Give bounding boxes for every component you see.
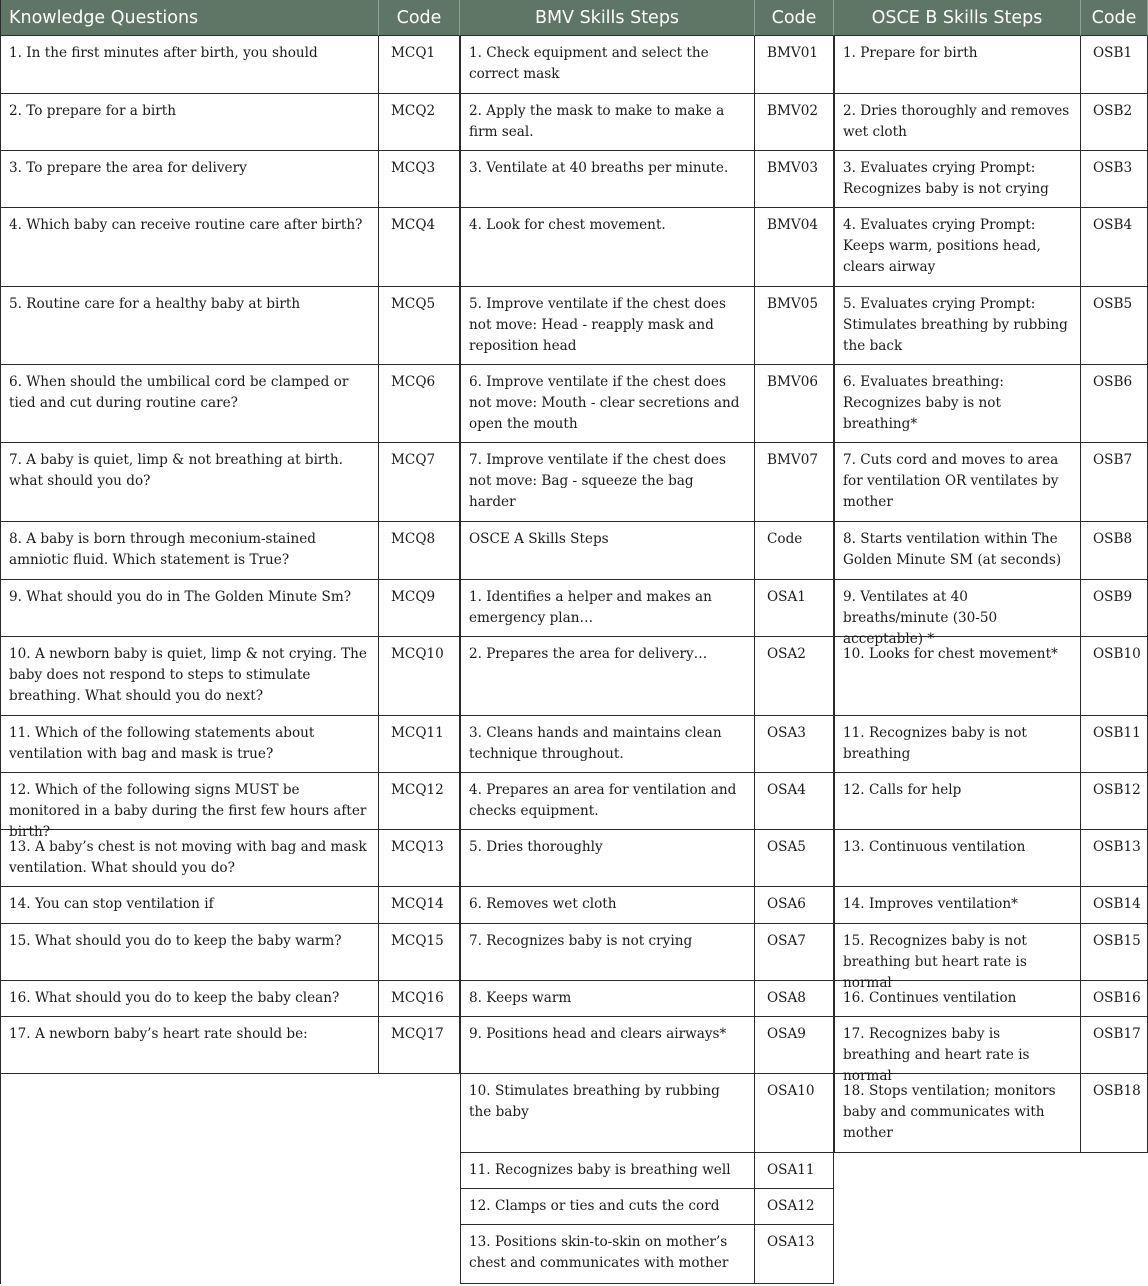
osce-a-code: OSA10: [755, 1074, 834, 1153]
knowledge-code: MCQ6: [379, 365, 460, 443]
bmv-code: BMV06: [755, 365, 834, 443]
knowledge-question: 5. Routine care for a healthy baby at birth: [0, 287, 379, 365]
knowledge-question: 12. Which of the following signs MUST be monitored in a baby during the first few hours after birth?: [0, 773, 379, 830]
bmv-step: 1. Check equipment and select the correct mask: [460, 36, 755, 94]
osce-b-code: OSB14: [1081, 887, 1148, 924]
osce-b-step: 2. Dries thoroughly and removes wet cloth: [834, 94, 1081, 151]
bmv-code: BMV02: [755, 94, 834, 151]
osce-b-code: OSB18: [1081, 1074, 1148, 1153]
osce-b-code: OSB15: [1081, 924, 1148, 981]
osce-a-step: 9. Positions head and clears airways*: [460, 1017, 755, 1074]
bmv-step: 4. Look for chest movement.: [460, 208, 755, 287]
osce-b-step: 16. Continues ventilation: [834, 981, 1081, 1017]
knowledge-code: MCQ14: [379, 887, 460, 924]
knowledge-question: 14. You can stop ventilation if: [0, 887, 379, 924]
osce-a-code: OSA4: [755, 773, 834, 830]
osce-b-step: 7. Cuts cord and moves to area for ventilation OR ventilates by mother: [834, 443, 1081, 522]
osce-a-code: OSA3: [755, 716, 834, 773]
knowledge-question: 6. When should the umbilical cord be clamped or tied and cut during routine care?: [0, 365, 379, 443]
osce-b-step: 17. Recognizes baby is breathing and heart rate is normal: [834, 1017, 1081, 1074]
osce-b-step: 4. Evaluates crying Prompt: Keeps warm, positions head, clears airway: [834, 208, 1081, 287]
osce-b-step: 12. Calls for help: [834, 773, 1081, 830]
knowledge-code: MCQ9: [379, 580, 460, 637]
knowledge-question: 15. What should you do to keep the baby warm?: [0, 924, 379, 981]
knowledge-code: MCQ3: [379, 151, 460, 208]
osce-b-code: OSB9: [1081, 580, 1148, 637]
osce-a-code: OSA2: [755, 637, 834, 716]
knowledge-question: 8. A baby is born through meconium-stained amniotic fluid. Which statement is True?: [0, 522, 379, 580]
osce-b-step: 5. Evaluates crying Prompt: Stimulates breathing by rubbing the back: [834, 287, 1081, 365]
osce-b-step: 14. Improves ventilation*: [834, 887, 1081, 924]
knowledge-question: 4. Which baby can receive routine care after birth?: [0, 208, 379, 287]
knowledge-question: 10. A newborn baby is quiet, limp & not crying. The baby does not respond to steps to stimulate breathing. What should you do next?: [0, 637, 379, 716]
header-osce-b-skills: OSCE B Skills Steps: [834, 0, 1081, 36]
knowledge-code: MCQ7: [379, 443, 460, 522]
knowledge-question: 11. Which of the following statements about ventilation with bag and mask is true?: [0, 716, 379, 773]
osce-a-subheader-code: Code: [755, 522, 834, 580]
bmv-step: 6. Improve ventilate if the chest does not move: Mouth - clear secretions and open the mouth: [460, 365, 755, 443]
osce-b-step: 9. Ventilates at 40 breaths/minute (30-50 acceptable) *: [834, 580, 1081, 637]
bmv-code: BMV01: [755, 36, 834, 94]
osce-b-step: 18. Stops ventilation; monitors baby and communicates with mother: [834, 1074, 1081, 1153]
osce-b-code: OSB5: [1081, 287, 1148, 365]
osce-b-code: OSB10: [1081, 637, 1148, 716]
bmv-step: 5. Improve ventilate if the chest does not move: Head - reapply mask and reposition head: [460, 287, 755, 365]
bmv-step: 7. Improve ventilate if the chest does not move: Bag - squeeze the bag harder: [460, 443, 755, 522]
osce-a-step: 3. Cleans hands and maintains clean technique throughout.: [460, 716, 755, 773]
osce-a-step: 12. Clamps or ties and cuts the cord: [460, 1189, 755, 1225]
knowledge-code: MCQ1: [379, 36, 460, 94]
osce-a-step: 11. Recognizes baby is breathing well: [460, 1153, 755, 1189]
osce-b-step: 6. Evaluates breathing: Recognizes baby is not breathing*: [834, 365, 1081, 443]
osce-a-code: OSA12: [755, 1189, 834, 1225]
bmv-step: 2. Apply the mask to make to make a firm seal.: [460, 94, 755, 151]
knowledge-question: 1. In the first minutes after birth, you should: [0, 36, 379, 94]
osce-a-step: 7. Recognizes baby is not crying: [460, 924, 755, 981]
knowledge-code: MCQ17: [379, 1017, 460, 1074]
osce-b-code: OSB12: [1081, 773, 1148, 830]
osce-b-step: 3. Evaluates crying Prompt: Recognizes baby is not crying: [834, 151, 1081, 208]
knowledge-code: MCQ11: [379, 716, 460, 773]
bmv-code: BMV03: [755, 151, 834, 208]
osce-b-code: OSB1: [1081, 36, 1148, 94]
knowledge-code: MCQ16: [379, 981, 460, 1017]
osce-a-code: OSA13: [755, 1225, 834, 1284]
osce-b-step: 11. Recognizes baby is not breathing: [834, 716, 1081, 773]
knowledge-question: 17. A newborn baby’s heart rate should be:: [0, 1017, 379, 1074]
header-code-knowledge: Code: [379, 0, 460, 36]
osce-b-code: OSB7: [1081, 443, 1148, 522]
osce-b-step: 13. Continuous ventilation: [834, 830, 1081, 887]
osce-a-code: OSA5: [755, 830, 834, 887]
osce-a-code: OSA9: [755, 1017, 834, 1074]
osce-b-code: OSB4: [1081, 208, 1148, 287]
knowledge-empty-area: [0, 1074, 460, 1284]
osce-a-code: OSA6: [755, 887, 834, 924]
osce-b-step: 10. Looks for chest movement*: [834, 637, 1081, 716]
knowledge-question: 7. A baby is quiet, limp & not breathing at birth. what should you do?: [0, 443, 379, 522]
knowledge-question: 13. A baby’s chest is not moving with bag and mask ventilation. What should you do?: [0, 830, 379, 887]
bmv-code: BMV04: [755, 208, 834, 287]
knowledge-code: MCQ10: [379, 637, 460, 716]
osce-a-subheader: OSCE A Skills Steps: [460, 522, 755, 580]
osce-b-step: 1. Prepare for birth: [834, 36, 1081, 94]
osce-b-code: OSB16: [1081, 981, 1148, 1017]
osce-a-code: OSA11: [755, 1153, 834, 1189]
bmv-step: 3. Ventilate at 40 breaths per minute.: [460, 151, 755, 208]
osce-a-step: 4. Prepares an area for ventilation and checks equipment.: [460, 773, 755, 830]
osce-a-code: OSA7: [755, 924, 834, 981]
osce-b-step: 8. Starts ventilation within The Golden Minute SM (at seconds): [834, 522, 1081, 580]
osce-b-empty-area: [834, 1153, 1148, 1284]
osce-a-step: 6. Removes wet cloth: [460, 887, 755, 924]
knowledge-code: MCQ5: [379, 287, 460, 365]
osce-a-step: 2. Prepares the area for delivery…: [460, 637, 755, 716]
osce-b-code: OSB2: [1081, 94, 1148, 151]
osce-b-code: OSB11: [1081, 716, 1148, 773]
header-code-bmv: Code: [755, 0, 834, 36]
knowledge-question: 3. To prepare the area for delivery: [0, 151, 379, 208]
osce-a-step: 5. Dries thoroughly: [460, 830, 755, 887]
osce-a-step: 1. Identifies a helper and makes an emergency plan…: [460, 580, 755, 637]
osce-a-step: 8. Keeps warm: [460, 981, 755, 1017]
header-knowledge-questions: Knowledge Questions: [0, 0, 379, 36]
knowledge-code: MCQ2: [379, 94, 460, 151]
knowledge-question: 2. To prepare for a birth: [0, 94, 379, 151]
osce-a-step: 10. Stimulates breathing by rubbing the baby: [460, 1074, 755, 1153]
osce-b-code: OSB8: [1081, 522, 1148, 580]
knowledge-code: MCQ15: [379, 924, 460, 981]
osce-b-code: OSB17: [1081, 1017, 1148, 1074]
osce-b-code: OSB6: [1081, 365, 1148, 443]
knowledge-code: MCQ12: [379, 773, 460, 830]
bmv-code: BMV05: [755, 287, 834, 365]
osce-a-step: 13. Positions skin-to-skin on mother’s chest and communicates with mother: [460, 1225, 755, 1284]
osce-b-code: OSB3: [1081, 151, 1148, 208]
knowledge-question: 16. What should you do to keep the baby clean?: [0, 981, 379, 1017]
knowledge-code: MCQ8: [379, 522, 460, 580]
knowledge-code: MCQ13: [379, 830, 460, 887]
knowledge-code: MCQ4: [379, 208, 460, 287]
osce-b-code: OSB13: [1081, 830, 1148, 887]
header-bmv-skills: BMV Skills Steps: [460, 0, 755, 36]
bmv-code: BMV07: [755, 443, 834, 522]
osce-a-code: OSA8: [755, 981, 834, 1017]
header-code-osce-b: Code: [1081, 0, 1148, 36]
osce-a-code: OSA1: [755, 580, 834, 637]
knowledge-question: 9. What should you do in The Golden Minute Sm?: [0, 580, 379, 637]
osce-b-step: 15. Recognizes baby is not breathing but heart rate is normal: [834, 924, 1081, 981]
